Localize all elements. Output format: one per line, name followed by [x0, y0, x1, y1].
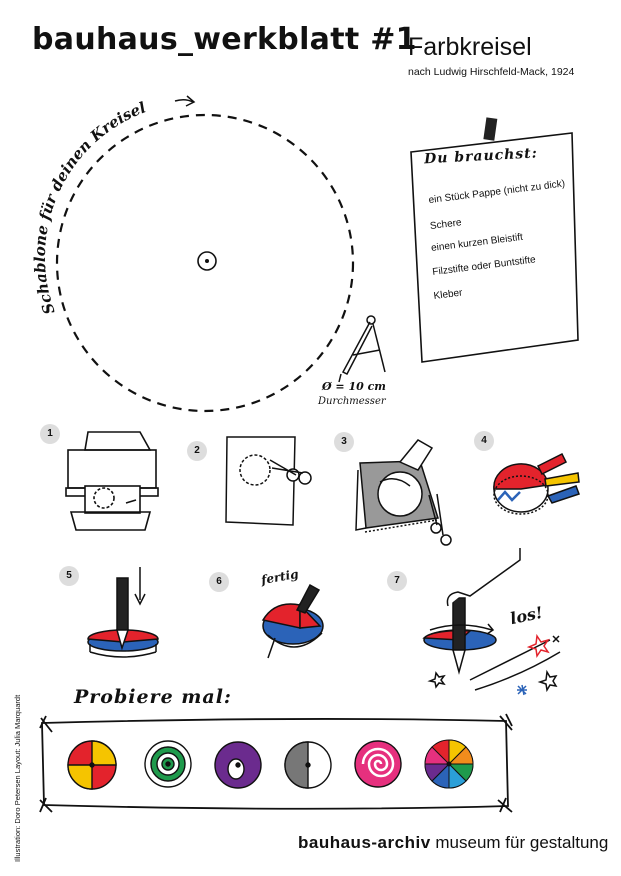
step-number-6: 6: [209, 572, 229, 592]
example-disc-5: [355, 741, 401, 787]
try-it-heading: Probiere mal:: [74, 686, 232, 708]
page-title: bauhaus_werkblatt #1: [32, 22, 417, 57]
step-number-2: 2: [187, 441, 207, 461]
example-disc-2: [145, 741, 191, 787]
step6-finished-top-illustration: [263, 585, 323, 658]
done-note: fertig: [260, 566, 300, 588]
example-disc-1: [68, 741, 116, 789]
materials-heading: Du brauchst:: [423, 145, 539, 168]
step-number-5: 5: [59, 566, 79, 586]
example-disc-6: [425, 740, 473, 788]
step-number-3: 3: [334, 432, 354, 452]
step4-colour-illustration: [494, 454, 579, 514]
footer-brand: bauhaus-archiv: [298, 833, 431, 852]
step5-pencil-illustration: [88, 567, 158, 657]
step2-cut-illustration: [226, 437, 311, 525]
example-disc-4: [285, 742, 331, 788]
footer-rest: museum für gestaltung: [435, 833, 609, 852]
step1-printer-illustration: [66, 432, 158, 530]
compass-icon: [339, 316, 385, 382]
side-credits: Illustration: Doro Petersen Layout: Julia Marquardt: [13, 694, 22, 862]
go-note: los!: [508, 602, 545, 629]
step3-glue-illustration: [356, 440, 451, 545]
example-disc-3: [215, 742, 261, 788]
worksheet-subtitle: Farbkreisel: [408, 33, 532, 61]
step-number-1: 1: [40, 424, 60, 444]
footer-logo: [298, 833, 608, 853]
materials-item: einen kurzen Bleistift: [430, 231, 524, 255]
step-number-7: 7: [387, 571, 407, 591]
template-arc-label: Schablone für deinen Kreisel: [30, 98, 149, 317]
diameter-label: Ø = 10 cm: [322, 380, 386, 393]
materials-item: ein Stück Pappe (nicht zu dick): [428, 178, 566, 207]
materials-item: Kleber: [433, 287, 464, 302]
materials-note: [411, 129, 585, 357]
materials-item: Filzstifte oder Buntstifte: [431, 254, 537, 279]
worksheet-credit: nach Ludwig Hirschfeld-Mack, 1924: [408, 66, 575, 78]
step-number-4: 4: [474, 431, 494, 451]
diameter-word: Durchmesser: [318, 396, 386, 407]
materials-item: Schere: [429, 217, 463, 233]
